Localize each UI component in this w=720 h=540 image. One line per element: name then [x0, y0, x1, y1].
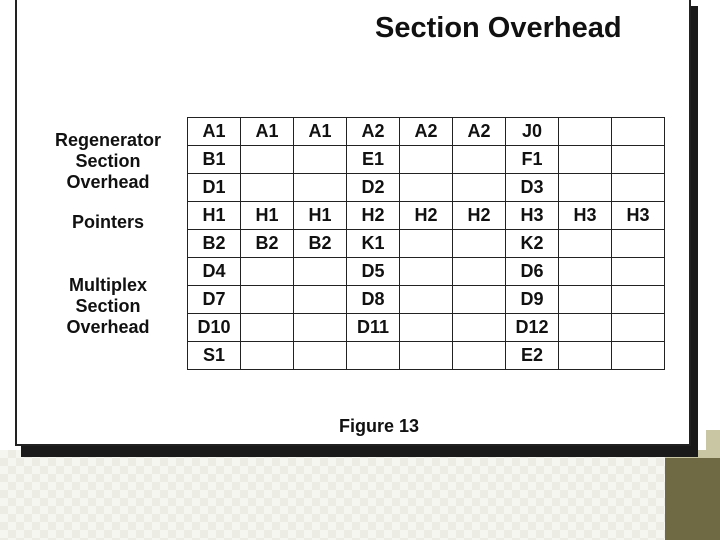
- table-cell: A1: [294, 118, 347, 146]
- label-line: Overhead: [66, 172, 150, 192]
- table-cell: K2: [506, 230, 559, 258]
- table-cell: [241, 314, 294, 342]
- table-cell: H2: [347, 202, 400, 230]
- table-row: [188, 174, 665, 202]
- table-cell: [294, 174, 347, 202]
- table-cell: D11: [347, 314, 400, 342]
- table-cell: [612, 258, 665, 286]
- table-cell: [453, 314, 506, 342]
- table-cell: H1: [188, 202, 241, 230]
- table-cell: [559, 174, 612, 202]
- table-cell: A2: [347, 118, 400, 146]
- table-cell: B2: [241, 230, 294, 258]
- table-cell: D10: [188, 314, 241, 342]
- table-cell: B2: [188, 230, 241, 258]
- table-cell: [400, 146, 453, 174]
- label-line: Section: [75, 296, 141, 316]
- table-cell: H1: [241, 202, 294, 230]
- table-cell: F1: [506, 146, 559, 174]
- table-cell: A1: [241, 118, 294, 146]
- table-cell: D7: [188, 286, 241, 314]
- table-cell: [241, 258, 294, 286]
- table-cell: [453, 174, 506, 202]
- table-cell: [612, 118, 665, 146]
- table-cell: K1: [347, 230, 400, 258]
- table-cell: D2: [347, 174, 400, 202]
- table-cell: [400, 258, 453, 286]
- table-cell: [559, 230, 612, 258]
- table-row: [188, 118, 665, 146]
- table-cell: [453, 342, 506, 370]
- table-cell: J0: [506, 118, 559, 146]
- table-cell: A1: [188, 118, 241, 146]
- label-line: Regenerator: [54, 130, 162, 150]
- table-cell: [559, 118, 612, 146]
- table-cell: H2: [453, 202, 506, 230]
- table-cell: [400, 230, 453, 258]
- table-cell: D3: [506, 174, 559, 202]
- table-cell: [241, 174, 294, 202]
- table-cell: [400, 174, 453, 202]
- table-cell: [612, 314, 665, 342]
- label-line: Multiplex: [68, 275, 147, 295]
- table-cell: D12: [506, 314, 559, 342]
- table-cell: [294, 258, 347, 286]
- table-cell: [559, 314, 612, 342]
- table-cell: B1: [188, 146, 241, 174]
- table-cell: [453, 286, 506, 314]
- table-cell: A2: [453, 118, 506, 146]
- label-line: Section: [75, 151, 141, 171]
- label-multiplex-section-overhead: [33, 275, 183, 338]
- slide: [15, 0, 691, 446]
- table-cell: [559, 258, 612, 286]
- decor-block: [665, 458, 706, 540]
- table-cell: [453, 230, 506, 258]
- table-cell: D1: [188, 174, 241, 202]
- table-cell: H3: [559, 202, 612, 230]
- table-row: [188, 230, 665, 258]
- table-cell: E1: [347, 146, 400, 174]
- table-cell: [347, 342, 400, 370]
- table-cell: S1: [188, 342, 241, 370]
- table-cell: [559, 286, 612, 314]
- table-cell: [612, 342, 665, 370]
- table-cell: [559, 342, 612, 370]
- label-regenerator-section-overhead: [33, 130, 183, 193]
- figure-caption: Figure 13: [339, 416, 420, 436]
- table-cell: E2: [506, 342, 559, 370]
- label-line: Overhead: [66, 317, 150, 337]
- overhead-table: [187, 117, 665, 370]
- table-cell: H1: [294, 202, 347, 230]
- table-cell: H3: [506, 202, 559, 230]
- table-row: [188, 146, 665, 174]
- table-row: [188, 258, 665, 286]
- table-cell: [400, 314, 453, 342]
- table-cell: D6: [506, 258, 559, 286]
- table-cell: A2: [400, 118, 453, 146]
- table-row: [188, 314, 665, 342]
- table-cell: [612, 174, 665, 202]
- table-cell: H3: [612, 202, 665, 230]
- table-cell: [453, 258, 506, 286]
- table-cell: D4: [188, 258, 241, 286]
- table-row: [188, 202, 665, 230]
- table-cell: [294, 342, 347, 370]
- table-cell: [612, 286, 665, 314]
- background-pattern: [0, 450, 665, 540]
- table-cell: [612, 230, 665, 258]
- table-cell: [241, 342, 294, 370]
- table-cell: [400, 342, 453, 370]
- table-row: [188, 342, 665, 370]
- table-cell: D8: [347, 286, 400, 314]
- table-cell: [294, 286, 347, 314]
- table-cell: [559, 146, 612, 174]
- table-cell: [241, 146, 294, 174]
- table-cell: [294, 314, 347, 342]
- table-cell: [400, 286, 453, 314]
- table-cell: [241, 286, 294, 314]
- decor-block: [706, 430, 720, 458]
- table-cell: H2: [400, 202, 453, 230]
- table-cell: D5: [347, 258, 400, 286]
- slide-title: Section Overhead: [375, 12, 622, 44]
- table-cell: [612, 146, 665, 174]
- table-row: [188, 286, 665, 314]
- table-cell: [453, 146, 506, 174]
- label-pointers: Pointers: [71, 212, 145, 232]
- overhead-table-body: [188, 118, 665, 370]
- table-cell: B2: [294, 230, 347, 258]
- table-cell: [294, 146, 347, 174]
- table-cell: D9: [506, 286, 559, 314]
